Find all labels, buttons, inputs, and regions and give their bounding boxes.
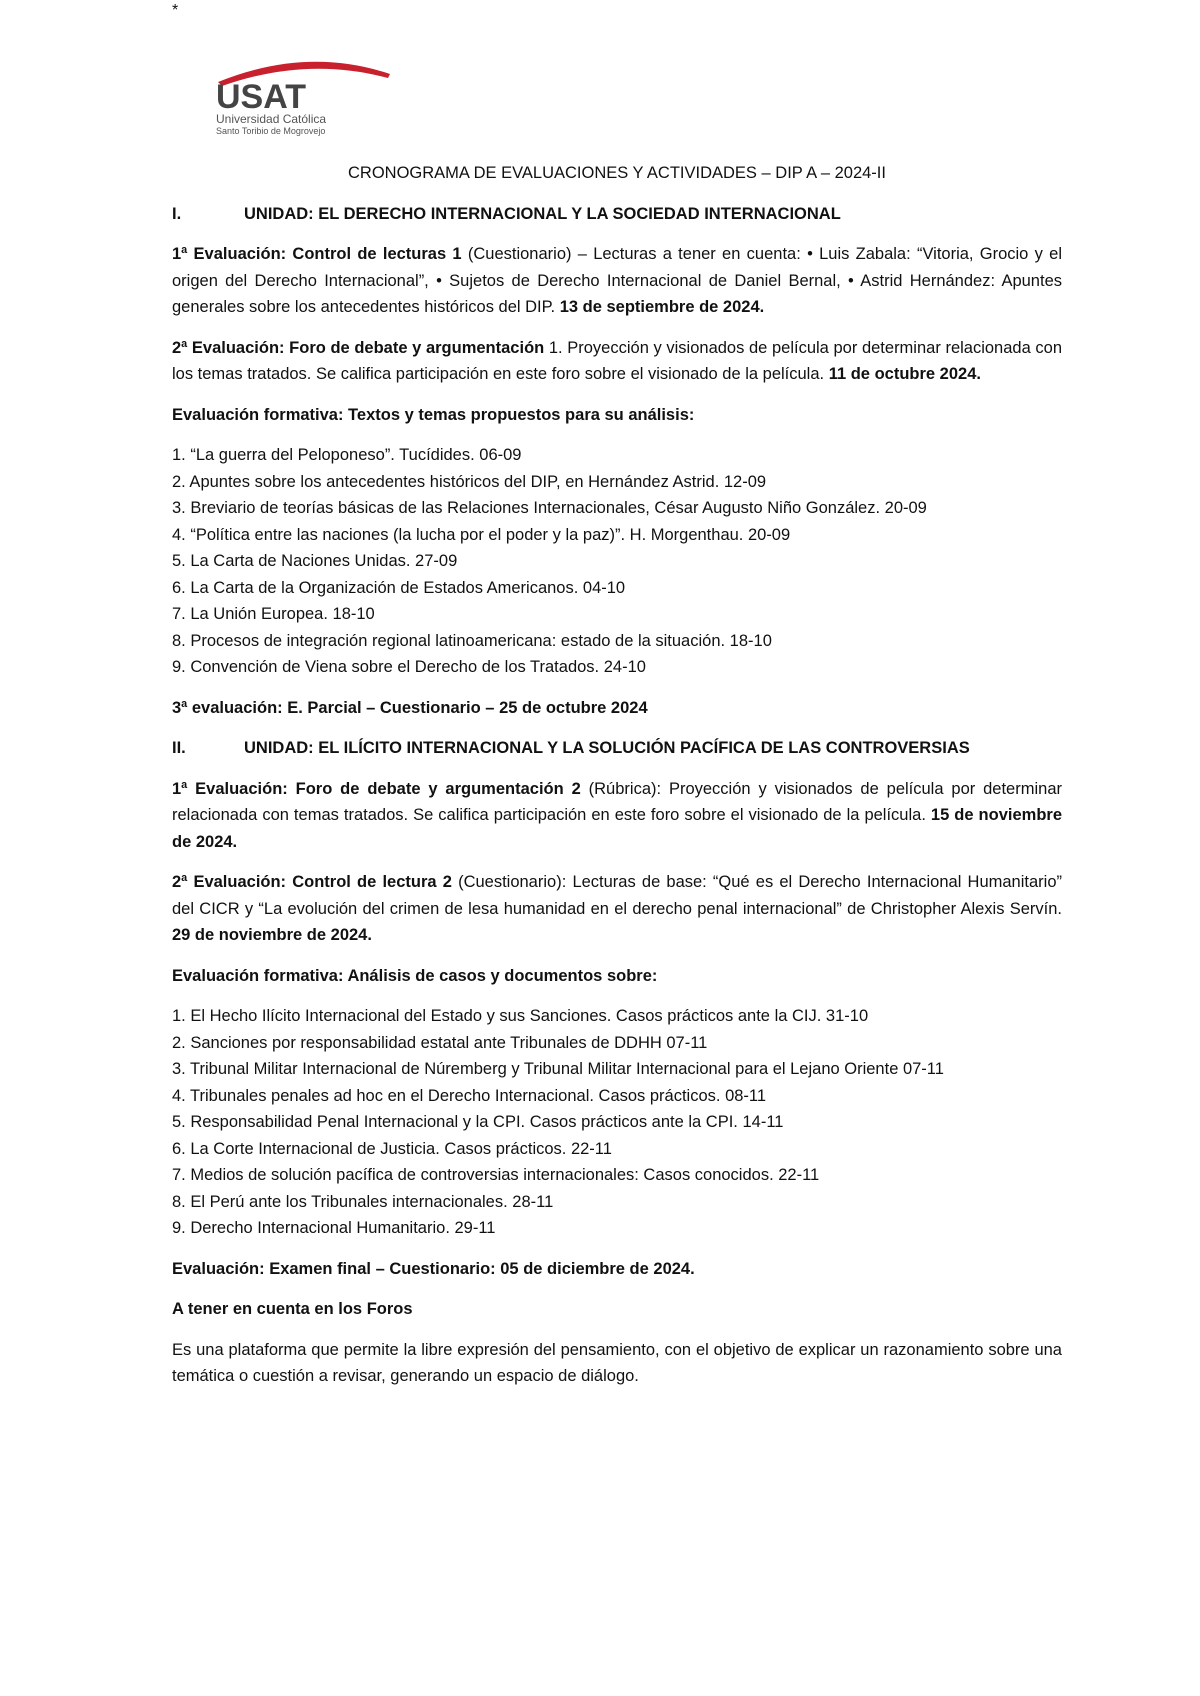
unit1-eval3-text: 3ª evaluación: E. Parcial – Cuestionario – 25 de octubre 2024 xyxy=(172,698,648,717)
list-item: 6. La Corte Internacional de Justicia. Casos prácticos. 22-11 xyxy=(172,1139,612,1158)
asterisk-mark: * xyxy=(172,2,179,19)
unit1-eval2-label: 2ª Evaluación: Foro de debate y argumentación xyxy=(172,338,545,357)
logo-brand: USAT xyxy=(216,78,307,116)
unit2-formative-title-text: Evaluación formativa: Análisis de casos y documentos sobre: xyxy=(172,966,658,985)
forums-title-text: A tener en cuenta en los Foros xyxy=(172,1300,413,1318)
list-item: 1. El Hecho Ilícito Internacional del Estado y sus Sanciones. Casos prácticos ante la CIJ. 31-10 xyxy=(172,1007,869,1025)
unit2-topic-list xyxy=(172,1003,1062,1242)
list-item: 6. La Carta de la Organización de Estados Americanos. 04-10 xyxy=(172,578,626,597)
list-item: 2. Apuntes sobre los antecedentes históricos del DIP, en Hernández Astrid. 12-09 xyxy=(172,472,767,491)
unit1-topic-list xyxy=(172,442,1062,681)
unit1-eval1 xyxy=(172,241,1062,321)
list-item: 4. Tribunales penales ad hoc en el Derecho Internacional. Casos prácticos. 08-11 xyxy=(172,1086,767,1105)
list-item: 9. Convención de Viena sobre el Derecho de los Tratados. 24-10 xyxy=(172,658,646,676)
unit1-eval2 xyxy=(172,335,1062,388)
usat-logo xyxy=(212,52,412,136)
list-item: 9. Derecho Internacional Humanitario. 29-11 xyxy=(172,1219,496,1237)
unit1-heading xyxy=(172,201,1062,228)
list-item: 3. Tribunal Militar Internacional de Núremberg y Tribunal Militar Internacional para el Lejano Oriente 07-11 xyxy=(172,1060,944,1078)
unit2-eval1 xyxy=(172,776,1062,856)
list-item: 5. Responsabilidad Penal Internacional y la CPI. Casos prácticos ante la CPI. 14-11 xyxy=(172,1113,784,1131)
list-item: 8. Procesos de integración regional latinoamericana: estado de la situación. 18-10 xyxy=(172,631,772,650)
unit2-final-exam xyxy=(172,1256,1062,1283)
unit2-formative-title xyxy=(172,963,1062,990)
document-content xyxy=(172,160,1062,1404)
list-item: 7. La Unión Europea. 18-10 xyxy=(172,605,375,623)
unit2-eval2-text: (Cuestionario): Lecturas de base: “Qué es el Derecho Internacional Humanitario” del CICR y “La evolución del crimen de lesa humanidad en el derecho penal internacional” de Christopher Alexis Servín. xyxy=(172,873,1062,918)
list-item: 8. El Perú ante los Tribunales internacionales. 28-11 xyxy=(172,1192,554,1211)
page-title: CRONOGRAMA DE EVALUACIONES Y ACTIVIDADES – DIP A – 2024-II xyxy=(348,164,886,182)
list-item: 3. Breviario de teorías básicas de las Relaciones Internacionales, César Augusto Niño González. 20-09 xyxy=(172,499,927,517)
unit2-eval2-date: 29 de noviembre de 2024. xyxy=(172,926,372,944)
list-item: 7. Medios de solución pacífica de controversias internacionales: Casos conocidos. 22-11 xyxy=(172,1166,820,1184)
unit2-eval1-text: (Rúbrica): Proyección y visionados de película por determinar relacionada con temas tratados. Se califica participación en este foro sobre el visionado de la película. xyxy=(172,779,1062,824)
unit1-formative-title xyxy=(172,402,1062,429)
unit1-eval1-date: 13 de septiembre de 2024. xyxy=(559,298,765,316)
unit1-formative-title-text: Evaluación formativa: Textos y temas propuestos para su análisis: xyxy=(172,405,695,424)
unit2-title: UNIDAD: EL ILÍCITO INTERNACIONAL Y LA SOLUCIÓN PACÍFICA DE LAS CONTROVERSIAS xyxy=(244,739,970,757)
unit2-eval1-label: 1ª Evaluación: Foro de debate y argumentación 2 xyxy=(172,779,581,798)
list-item: 5. La Carta de Naciones Unidas. 27-09 xyxy=(172,552,458,570)
unit2-heading xyxy=(172,735,1062,762)
unit2-eval1-date: 15 de noviembre de 2024. xyxy=(172,806,1062,851)
unit2-eval2-label: 2ª Evaluación: Control de lectura 2 xyxy=(172,873,452,891)
forums-title xyxy=(172,1296,1062,1323)
unit2-eval2 xyxy=(172,869,1062,949)
unit2-final-exam-text: Evaluación: Examen final – Cuestionario: 05 de diciembre de 2024. xyxy=(172,1259,695,1278)
list-item: 4. “Política entre las naciones (la lucha por el poder y la paz)”. H. Morgenthau. 20-09 xyxy=(172,525,791,544)
unit2-number: II. xyxy=(172,739,186,757)
unit1-eval1-label: 1ª Evaluación: Control de lecturas 1 xyxy=(172,245,462,263)
list-item: 2. Sanciones por responsabilidad estatal ante Tribunales de DDHH 07-11 xyxy=(172,1033,708,1052)
unit1-eval1-text: (Cuestionario) – Lecturas a tener en cuenta: • Luis Zabala: “Vitoria, Grocio y el origen del Derecho Internacional”, • Sujetos de Derecho Internacional de Daniel Bernal, • Astrid Hernández: Apuntes generales sobre los antecedentes históricos del DIP. xyxy=(172,245,1062,316)
list-item: 1. “La guerra del Peloponeso”. Tucídides. 06-09 xyxy=(172,446,522,464)
logo-line1: Universidad Católica xyxy=(216,112,327,126)
unit1-eval2-text: 1. Proyección y visionados de película por determinar relacionada con los temas tratados. Se califica participación en este foro sobre el visionado de la película. xyxy=(172,338,1062,383)
unit1-eval2-date: 11 de octubre 2024. xyxy=(828,365,981,383)
unit1-eval3 xyxy=(172,695,1062,722)
unit1-title: UNIDAD: EL DERECHO INTERNACIONAL Y LA SOCIEDAD INTERNACIONAL xyxy=(244,204,841,223)
forums-text: Es una plataforma que permite la libre expresión del pensamiento, con el objetivo de explicar un razonamiento sobre una temática o cuestión a revisar, generando un espacio de diálogo. xyxy=(172,1340,1062,1385)
unit1-number: I. xyxy=(172,204,182,223)
logo-line2: Santo Toribio de Mogrovejo xyxy=(216,126,326,136)
